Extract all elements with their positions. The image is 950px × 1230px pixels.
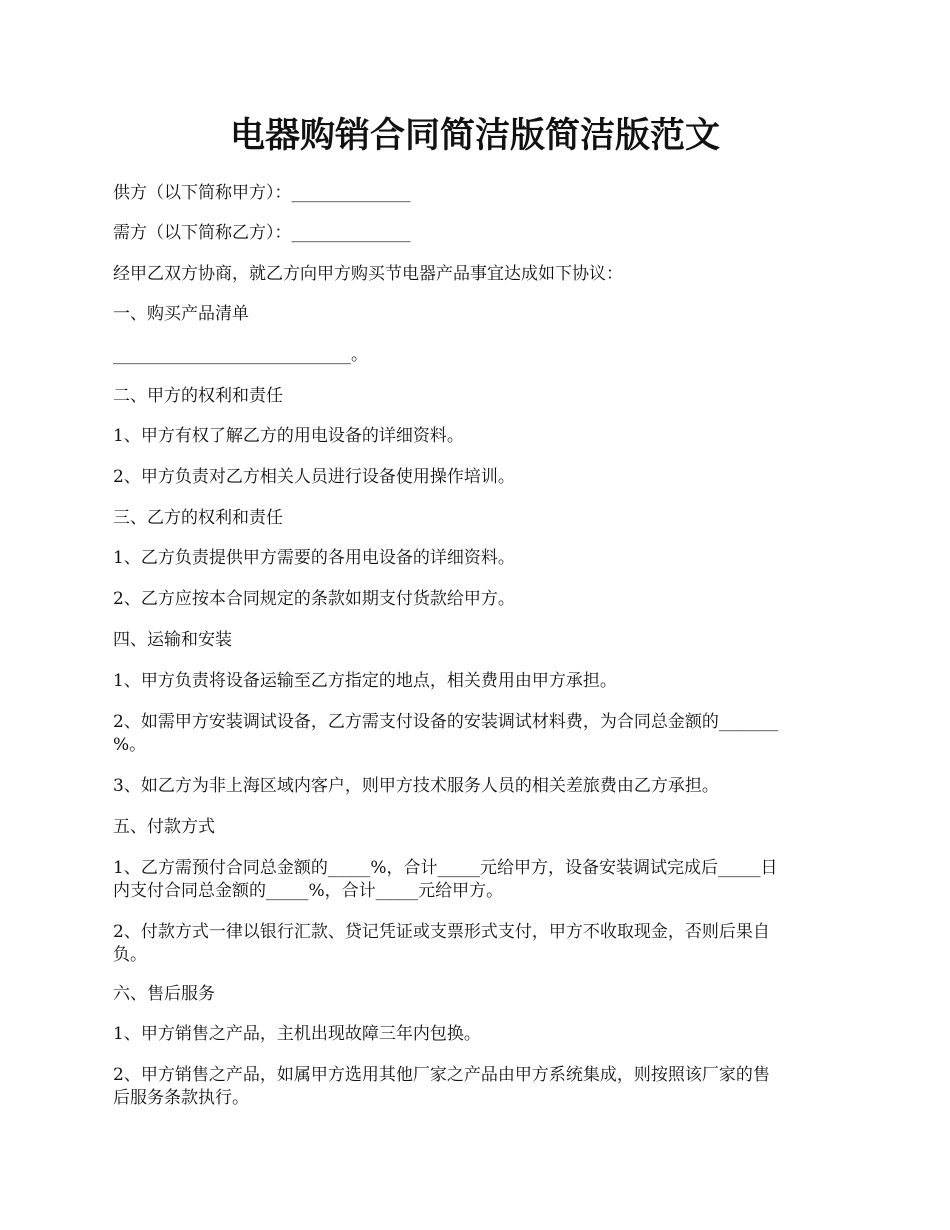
section-3-item-1: 1、乙方负责提供甲方需要的各用电设备的详细资料。 — [113, 548, 515, 568]
section-4-item-3: 3、如乙方为非上海区域内客户，则甲方技术服务人员的相关差旅费由乙方承担。 — [113, 776, 719, 796]
section-6-item-2-line-1: 2、甲方销售之产品，如属甲方选用其他厂家之产品由甲方系统集成，则按照该厂家的售 — [113, 1065, 770, 1085]
section-2-item-1: 1、甲方有权了解乙方的用电设备的详细资料。 — [113, 426, 464, 446]
section-5-item-1-line-1: 1、乙方需预付合同总金额的_____%，合计_____元给甲方，设备安装调试完成后_____日 — [113, 858, 778, 878]
section-5-item-1-line-2: 内支付合同总金额的_____%，合计_____元给甲方。 — [113, 881, 504, 901]
section-5-heading: 五、付款方式 — [113, 817, 215, 837]
product-list-blank: ____________________________。 — [113, 345, 368, 365]
supplier-line: 供方（以下简称甲方）：______________ — [113, 183, 411, 203]
section-6-item-2-line-2: 后服务条款执行。 — [113, 1088, 249, 1108]
section-6-item-1: 1、甲方销售之产品，主机出现故障三年内包换。 — [113, 1024, 481, 1044]
section-5-item-2-line-2: 负。 — [113, 945, 147, 965]
section-4-item-2-line-1: 2、如需甲方安装调试设备，乙方需支付设备的安装调试材料费，为合同总金额的_______ — [113, 712, 779, 732]
section-4-heading: 四、运输和安装 — [113, 630, 232, 650]
section-3-item-2: 2、乙方应按本合同规定的条款如期支付货款给甲方。 — [113, 589, 515, 609]
section-2-heading: 二、甲方的权利和责任 — [113, 386, 283, 406]
section-1-heading: 一、购买产品清单 — [113, 304, 249, 324]
buyer-line: 需方（以下简称乙方）：______________ — [113, 223, 411, 243]
section-3-heading: 三、乙方的权利和责任 — [113, 508, 283, 528]
document-title: 电器购销合同简洁版简洁版范文 — [229, 115, 720, 156]
section-4-item-1: 1、甲方负责将设备运输至乙方指定的地点，相关费用由甲方承担。 — [113, 671, 617, 691]
section-5-item-2-line-1: 2、付款方式一律以银行汇款、贷记凭证或支票形式支付，甲方不收取现金，否则后果自 — [113, 922, 770, 942]
intro-line: 经甲乙双方协商，就乙方向甲方购买节电器产品事宜达成如下协议： — [113, 264, 623, 284]
section-2-item-2: 2、甲方负责对乙方相关人员进行设备使用操作培训。 — [113, 467, 515, 487]
section-6-heading: 六、售后服务 — [113, 984, 215, 1004]
section-4-item-2-line-2: %。 — [113, 735, 147, 755]
